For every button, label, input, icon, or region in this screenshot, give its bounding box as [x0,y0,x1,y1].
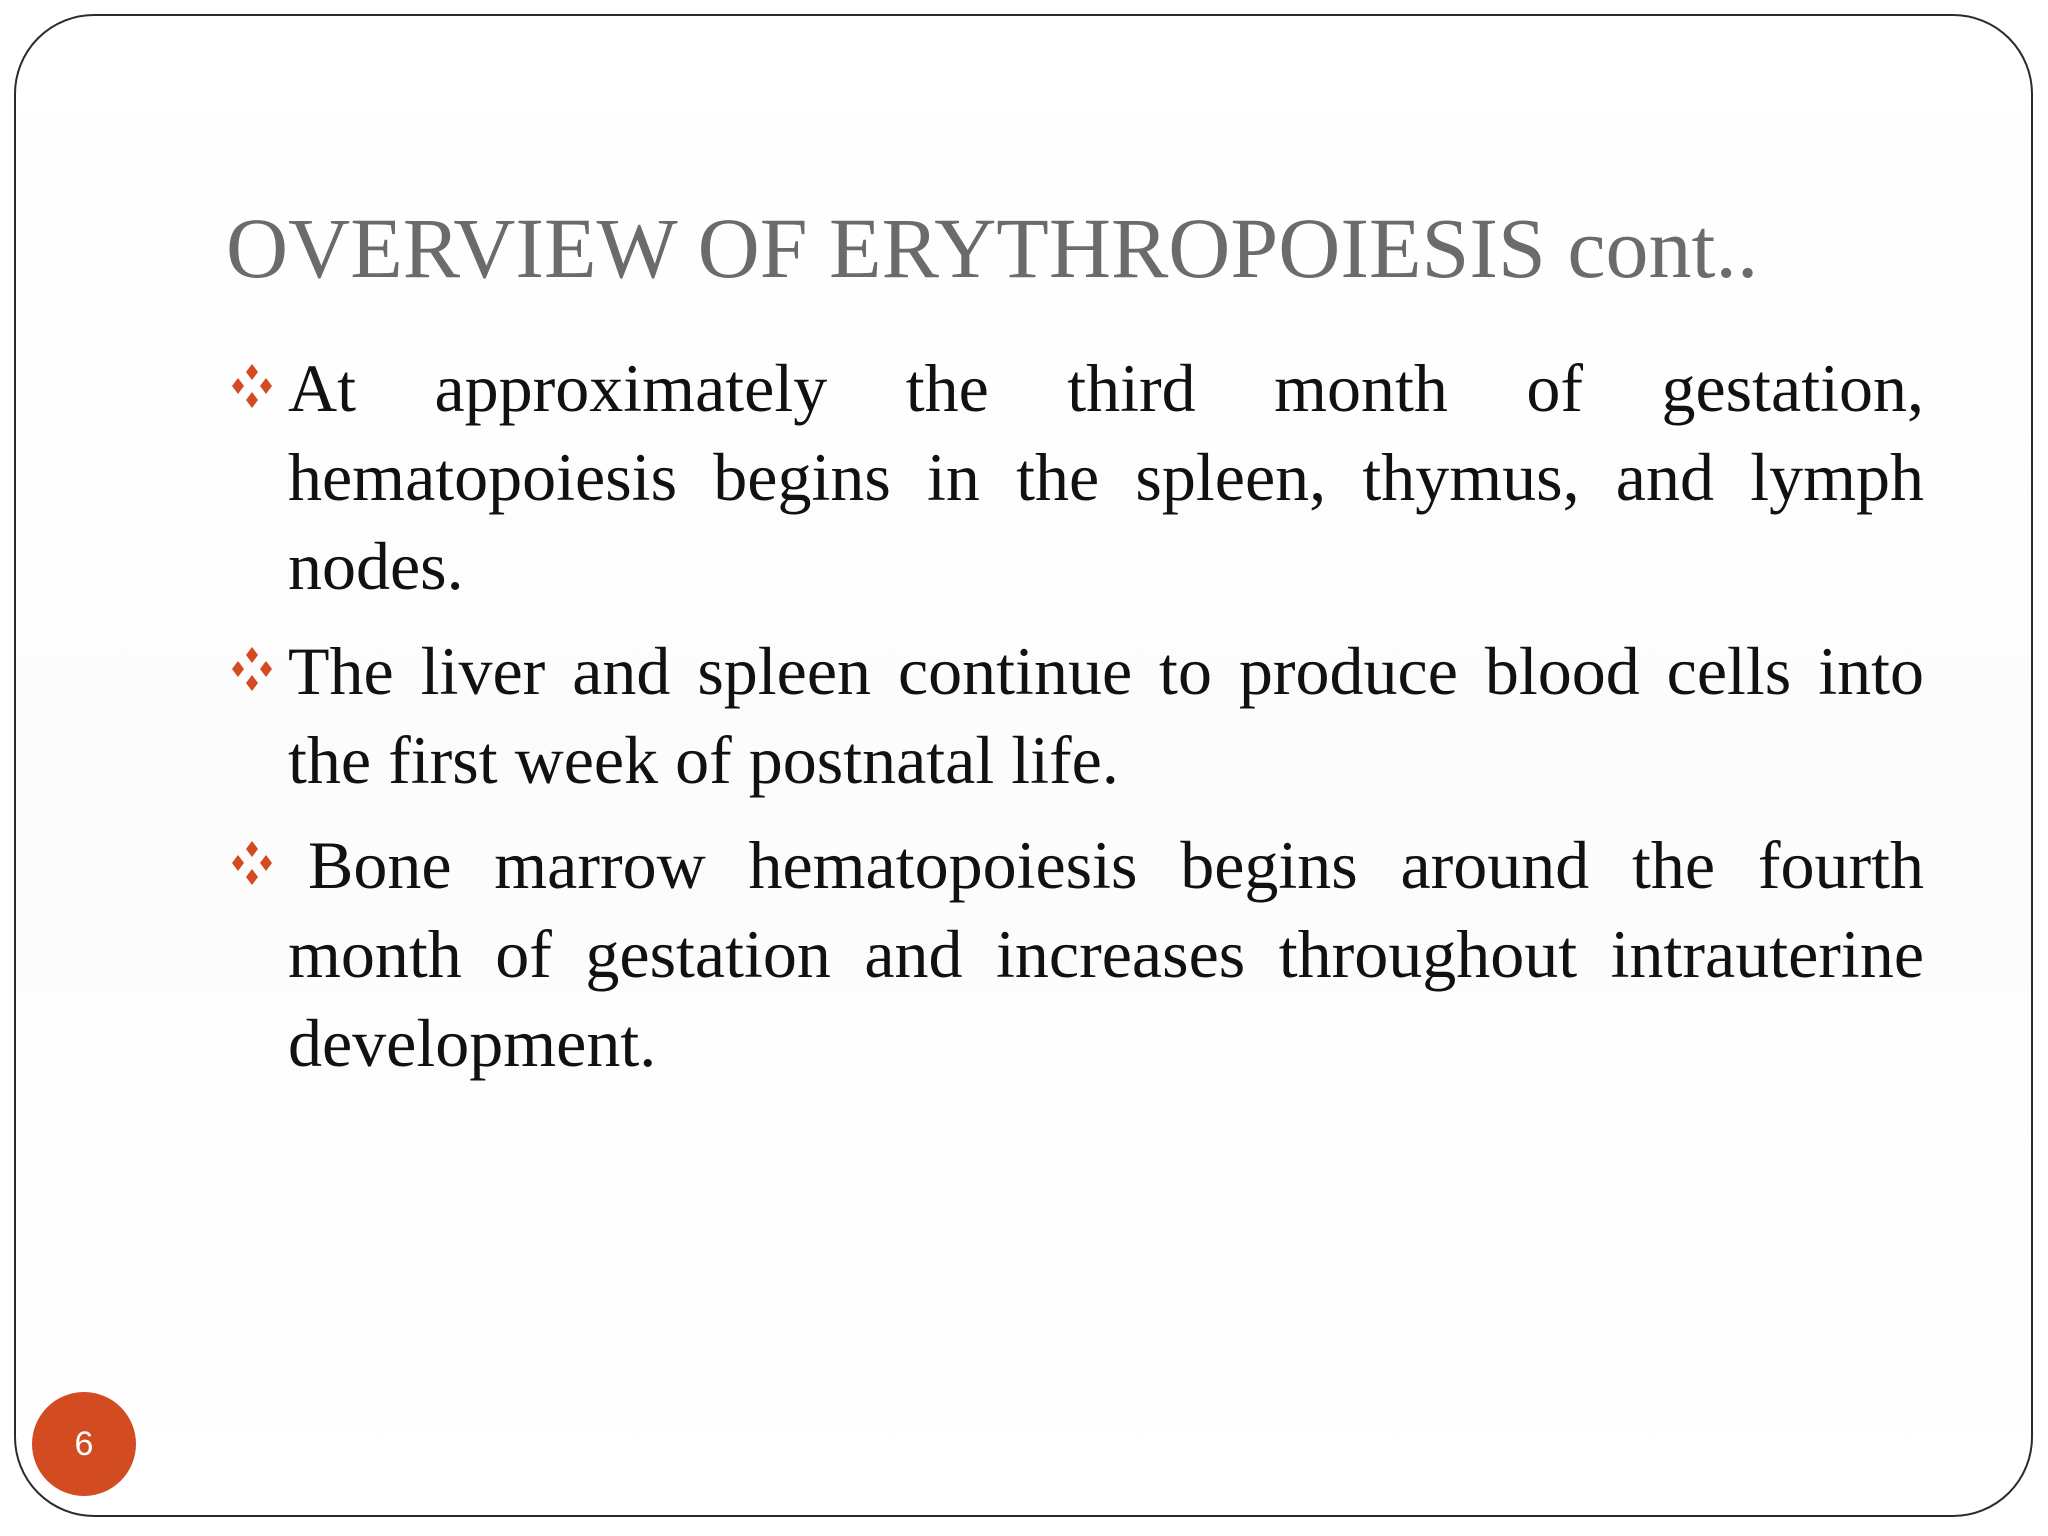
diamond-cluster-bullet-icon [228,645,276,693]
slide-title: OVERVIEW OF ERYTHROPOIESIS cont.. [226,200,1759,296]
bullet-text: Bone marrow hematopoiesis begins around the fourth month of gestation and increases throughout intrauterine development. [288,827,1924,1081]
bullet-item [228,627,1924,805]
bullet-list [228,344,1924,1104]
page-number-badge [32,1392,136,1496]
diamond-cluster-bullet-icon [228,839,276,887]
bullet-item [228,821,1924,1088]
page-number: 6 [74,1424,94,1463]
bullet-text: The liver and spleen continue to produce blood cells into the first week of postnatal life. [288,633,1924,798]
bullet-text: At approximately the third month of gestation, hematopoiesis begins in the spleen, thymus, and lymph nodes. [288,350,1924,604]
bullet-item [228,344,1924,611]
diamond-cluster-bullet-icon [228,362,276,410]
